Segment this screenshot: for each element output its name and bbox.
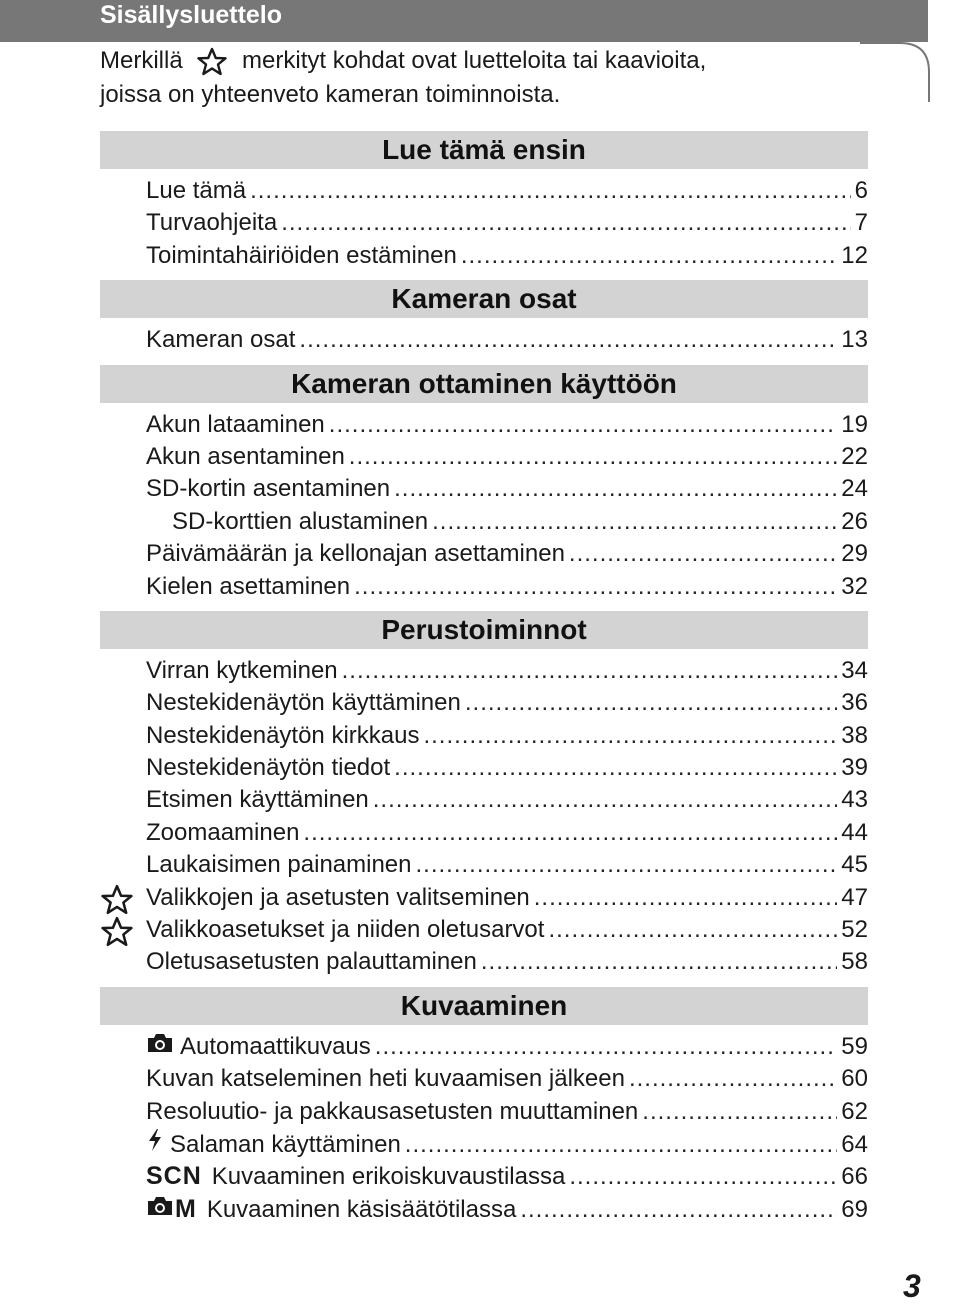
- leader-dots: [281, 207, 850, 239]
- toc-page: 52: [841, 916, 868, 944]
- intro-note: [100, 44, 800, 112]
- leader-dots: [354, 571, 837, 603]
- toc-entry[interactable]: [100, 441, 868, 473]
- toc-label: Akun asentaminen: [146, 442, 345, 470]
- toc-entry[interactable]: [100, 1031, 868, 1063]
- leader-dots: [569, 538, 837, 570]
- leader-dots: [520, 1194, 837, 1226]
- toc-label: Kielen asettaminen: [146, 572, 351, 600]
- toc-page: 24: [841, 475, 868, 503]
- toc-entry[interactable]: [100, 817, 868, 849]
- toc-label: Salaman käyttäminen: [170, 1130, 401, 1158]
- leader-dots: [432, 506, 837, 538]
- toc-entry[interactable]: [100, 207, 868, 239]
- header-bar: [0, 0, 928, 42]
- page-number: 3: [903, 1268, 921, 1304]
- toc-entry[interactable]: [100, 324, 868, 356]
- toc-entry[interactable]: [100, 655, 868, 687]
- toc-label: Laukaisimen painaminen: [146, 851, 412, 879]
- toc-page: 58: [841, 948, 868, 976]
- toc-entry[interactable]: [100, 175, 868, 207]
- star-outline-icon: [100, 884, 134, 916]
- toc-entry[interactable]: [100, 946, 868, 978]
- scene-mode-icon: SCN: [146, 1162, 202, 1191]
- toc-label: SD-kortin asentaminen: [146, 475, 391, 503]
- toc-entry[interactable]: [100, 752, 868, 784]
- leader-dots: [461, 240, 837, 272]
- toc-page: 19: [841, 410, 868, 438]
- toc-label: Valikkoasetukset ja niiden oletusarvot: [146, 916, 545, 944]
- leader-dots: [373, 784, 838, 816]
- toc-page: 66: [841, 1163, 868, 1191]
- toc-label: Etsimen käyttäminen: [146, 786, 369, 814]
- toc-entry[interactable]: [100, 571, 868, 603]
- leader-dots: [548, 914, 837, 946]
- toc-label: Nestekidenäytön kirkkaus: [146, 721, 420, 749]
- flash-icon: [146, 1128, 164, 1152]
- toc-entry-starred[interactable]: [100, 914, 868, 946]
- toc-page: 38: [841, 721, 868, 749]
- toc-page: 62: [841, 1097, 868, 1125]
- leader-dots: [250, 175, 851, 207]
- toc-label: Zoomaaminen: [146, 818, 300, 846]
- leader-dots: [481, 946, 837, 978]
- toc-page: 32: [841, 572, 868, 600]
- leader-dots: [349, 441, 838, 473]
- toc-label: Akun lataaminen: [146, 410, 325, 438]
- leader-dots: [416, 849, 838, 881]
- table-of-contents: [100, 131, 868, 1225]
- leader-dots: [423, 720, 837, 752]
- intro-line-2: joissa on yhteenveto kameran toiminnoista.: [100, 81, 561, 108]
- leader-dots: [375, 1031, 838, 1063]
- toc-page: 64: [841, 1130, 868, 1158]
- toc-page: 7: [854, 209, 868, 237]
- section-header-kameran-ottaminen: Kameran ottaminen käyttöön: [100, 365, 868, 403]
- page-title: Sisällysluettelo: [100, 1, 283, 29]
- toc-label: Automaattikuvaus: [180, 1032, 371, 1060]
- toc-label: Valikkojen ja asetusten valitseminen: [146, 883, 530, 911]
- camera-icon: [146, 1032, 174, 1054]
- star-outline-icon: [100, 916, 134, 948]
- toc-page: 34: [841, 656, 868, 684]
- intro-line-1: [100, 44, 800, 78]
- toc-label: Turvaohjeita: [146, 209, 278, 237]
- toc-entry[interactable]: [100, 1096, 868, 1128]
- toc-label: Nestekidenäytön tiedot: [146, 754, 391, 782]
- toc-label: Oletusasetusten palauttaminen: [146, 948, 477, 976]
- toc-page: 47: [841, 883, 868, 911]
- toc-label: Kuvan katseleminen heti kuvaamisen jälkeen: [146, 1065, 625, 1093]
- toc-label: Kuvaaminen erikoiskuvaustilassa: [211, 1163, 566, 1191]
- toc-entry[interactable]: [100, 1128, 868, 1160]
- toc-label: SD-korttien alustaminen: [172, 507, 429, 535]
- toc-label: Resoluutio- ja pakkausasetusten muuttaminen: [146, 1097, 639, 1125]
- toc-entry[interactable]: [100, 473, 868, 505]
- leader-dots: [342, 655, 838, 687]
- leader-dots: [299, 324, 837, 356]
- toc-page: 43: [841, 786, 868, 814]
- toc-entry[interactable]: [100, 1063, 868, 1095]
- intro-text-after: merkityt kohdat ovat luetteloita tai kaavioita,: [242, 47, 707, 74]
- toc-page: 13: [841, 326, 868, 354]
- star-outline-icon: [197, 47, 227, 77]
- toc-page: 45: [841, 851, 868, 879]
- leader-dots: [303, 817, 837, 849]
- camera-icon: [146, 1195, 174, 1217]
- section-header-perustoiminnot: Perustoiminnot: [100, 611, 868, 649]
- toc-entry[interactable]: [100, 687, 868, 719]
- leader-dots: [394, 473, 837, 505]
- toc-page: 12: [841, 241, 868, 269]
- toc-entry[interactable]: [100, 784, 868, 816]
- toc-entry[interactable]: [100, 409, 868, 441]
- toc-label: Lue tämä: [146, 177, 247, 204]
- toc-label: Virran kytkeminen: [146, 656, 338, 684]
- toc-entry[interactable]: [100, 1160, 868, 1192]
- toc-entry[interactable]: [100, 1193, 868, 1225]
- toc-entry[interactable]: [100, 720, 868, 752]
- toc-label: Kameran osat: [146, 326, 296, 354]
- toc-label: Toimintahäiriöiden estäminen: [146, 241, 457, 269]
- leader-dots: [534, 882, 838, 914]
- toc-entry[interactable]: [100, 538, 868, 570]
- toc-page: 26: [841, 507, 868, 535]
- toc-page: 69: [841, 1195, 868, 1223]
- toc-entry[interactable]: [100, 240, 868, 272]
- section-header-kameran-osat: Kameran osat: [100, 280, 868, 318]
- toc-label: Nestekidenäytön käyttäminen: [146, 689, 461, 717]
- corner-tab: [860, 42, 930, 102]
- toc-label: Kuvaaminen käsisäätötilassa: [206, 1195, 517, 1223]
- leader-dots: [465, 687, 837, 719]
- leader-dots: [394, 752, 837, 784]
- page-edge: [928, 0, 960, 1305]
- toc-entry-starred[interactable]: [100, 882, 868, 914]
- toc-page: 22: [841, 442, 868, 470]
- section-header-kuvaaminen: Kuvaaminen: [100, 987, 868, 1025]
- toc-page: 36: [841, 689, 868, 717]
- toc-page: 29: [841, 540, 868, 568]
- toc-page: 44: [841, 818, 868, 846]
- section-header-lue-tama-ensin: Lue tämä ensin: [100, 131, 868, 169]
- toc-page: 60: [841, 1065, 868, 1093]
- leader-dots: [629, 1063, 837, 1095]
- intro-text-before: Merkillä: [100, 47, 183, 74]
- manual-mode-icon: M: [175, 1194, 197, 1223]
- leader-dots: [329, 409, 838, 441]
- toc-entry-sub[interactable]: [100, 506, 868, 538]
- leader-dots: [569, 1161, 837, 1193]
- toc-entry[interactable]: [100, 849, 868, 881]
- toc-page: 59: [841, 1032, 868, 1060]
- toc-label: Päivämäärän ja kellonajan asettaminen: [146, 540, 565, 568]
- toc-page: 39: [841, 754, 868, 782]
- leader-dots: [642, 1096, 837, 1128]
- leader-dots: [405, 1129, 838, 1161]
- toc-page: 6: [854, 177, 868, 204]
